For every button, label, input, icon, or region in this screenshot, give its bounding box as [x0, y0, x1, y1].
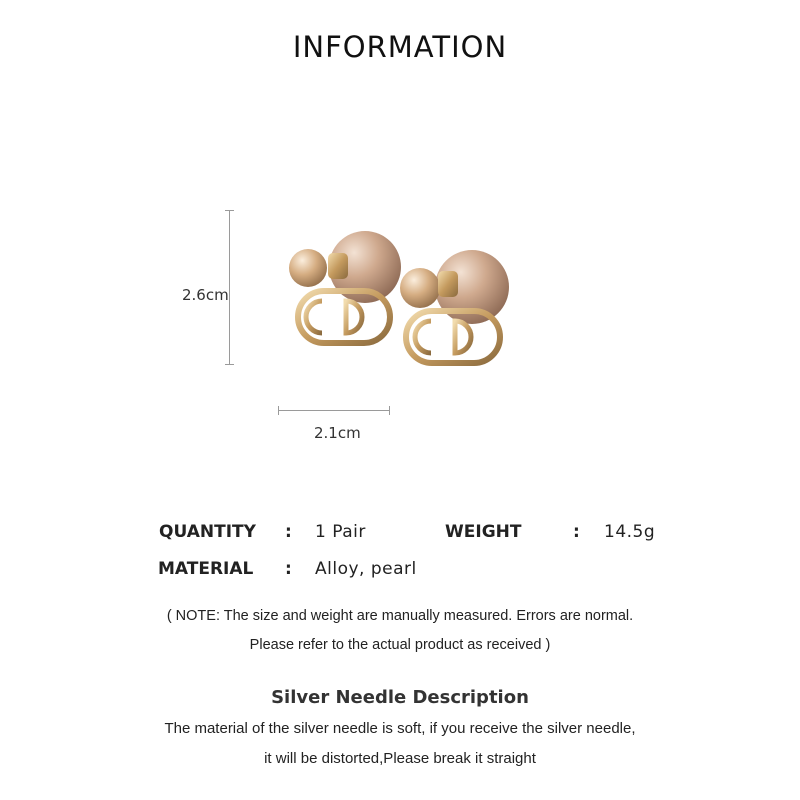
quantity-label: QUANTITY	[159, 522, 256, 542]
quantity-value: 1 Pair	[315, 522, 366, 542]
right-small-pearl	[400, 268, 440, 308]
silver-needle-line-2: it will be distorted,Please break it straight	[264, 750, 536, 767]
material-separator: :	[285, 559, 292, 579]
left-connector	[328, 253, 348, 279]
width-dimension-cap-right	[389, 406, 390, 415]
note-line-1: ( NOTE: The size and weight are manually measured. Errors are normal.	[166, 608, 634, 624]
height-dimension-line	[229, 210, 230, 365]
width-dimension-line	[278, 410, 390, 411]
material-label: MATERIAL	[158, 559, 254, 579]
weight-label: WEIGHT	[445, 522, 522, 542]
material-value: Alloy, pearl	[315, 559, 417, 579]
right-connector	[438, 271, 458, 297]
left-small-pearl	[289, 249, 327, 287]
silver-needle-line-1: The material of the silver needle is soft, if you receive the silver needle,	[164, 720, 636, 737]
page-title: INFORMATION	[292, 30, 508, 64]
weight-separator: :	[573, 522, 580, 542]
width-dimension-label: 2.1cm	[314, 424, 361, 442]
silver-needle-title: Silver Needle Description	[271, 687, 529, 708]
height-dimension-label: 2.6cm	[182, 286, 229, 304]
weight-value: 14.5g	[604, 522, 656, 542]
height-dimension-cap-bottom	[225, 364, 234, 365]
quantity-separator: :	[285, 522, 292, 542]
note-line-2: Please refer to the actual product as received )	[249, 637, 551, 653]
product-image	[270, 225, 530, 385]
